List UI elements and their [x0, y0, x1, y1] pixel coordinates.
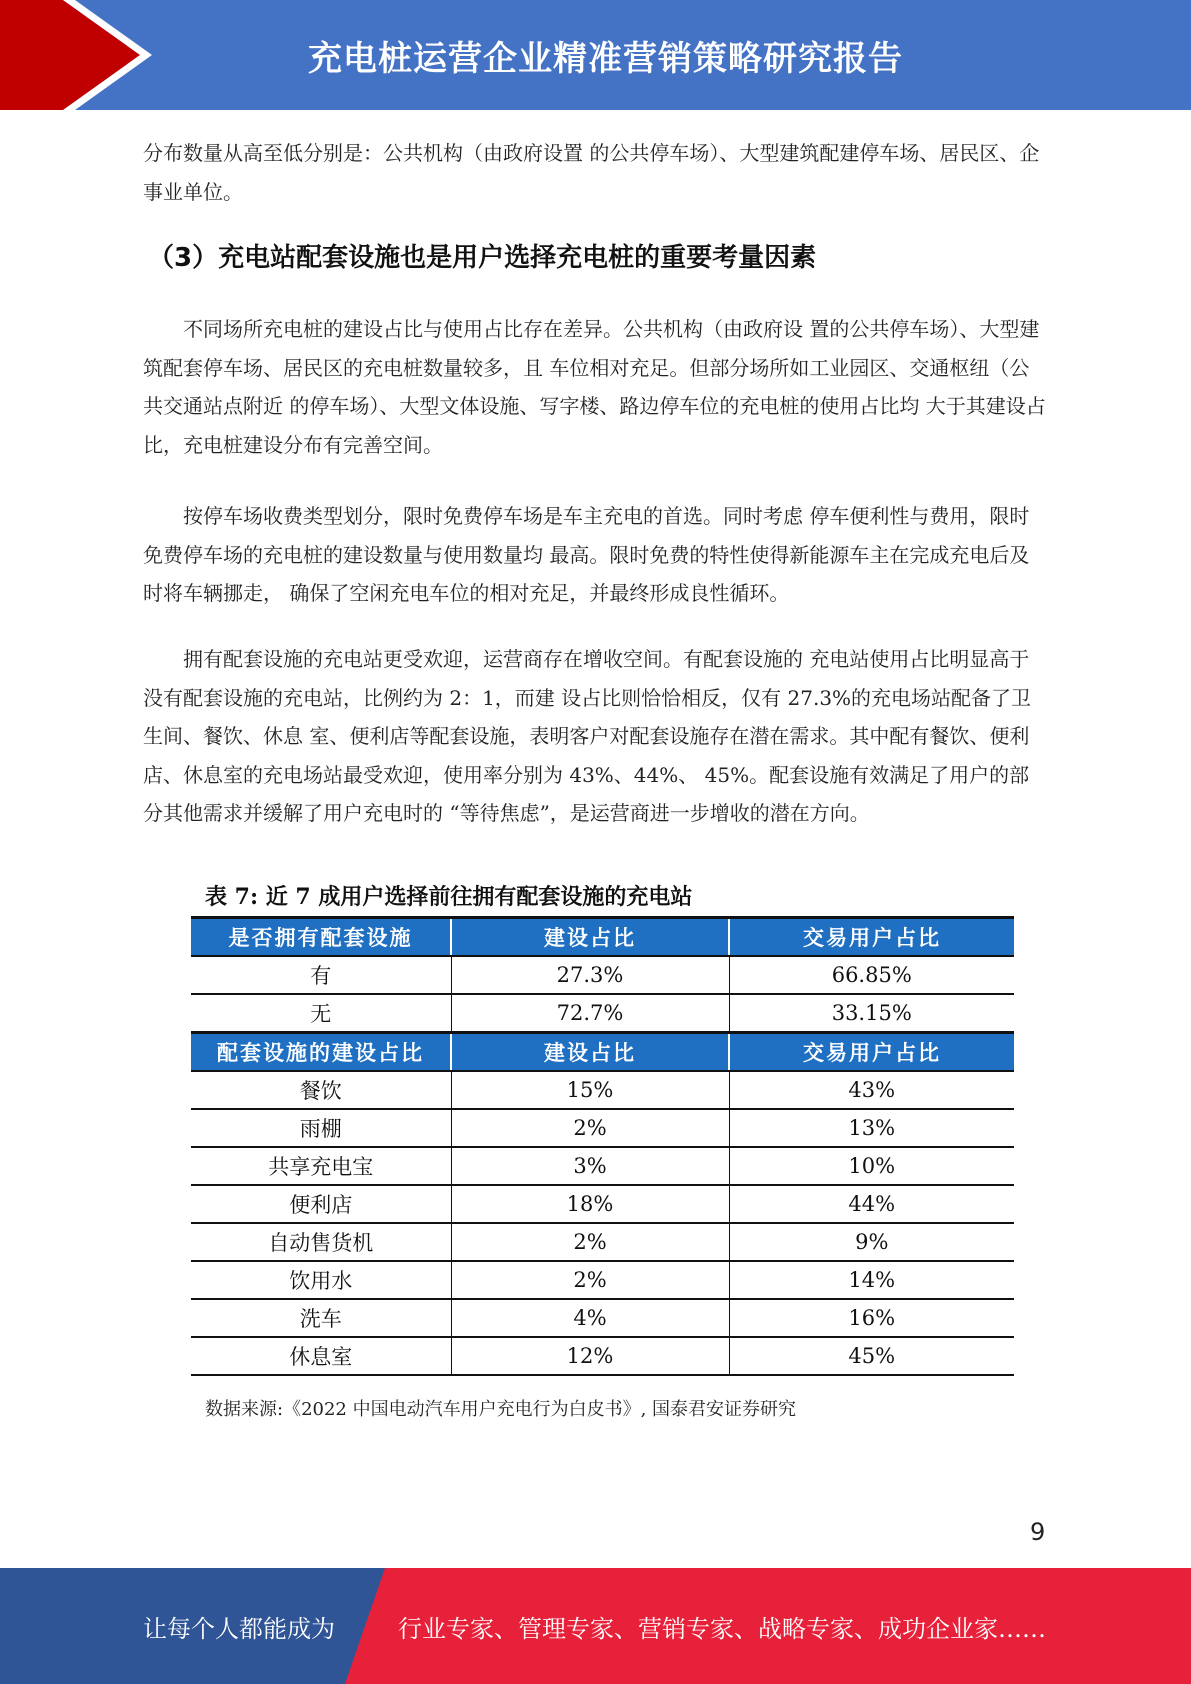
header-cell: 配套设施的建设占比: [191, 1033, 451, 1072]
header-cell: 交易用户占比: [729, 1033, 1014, 1072]
table-cell: 有: [191, 956, 451, 994]
table-title: 表 7: 近 7 成用户选择前往拥有配套设施的充电站: [205, 884, 693, 910]
page-number: 9: [1030, 1518, 1046, 1546]
footer-slogan-left: 让每个人都能成为: [143, 1614, 335, 1643]
table-row: [191, 1185, 1014, 1223]
table-cell: 18%: [451, 1185, 729, 1223]
table-cell: 便利店: [191, 1185, 451, 1223]
table-cell: 4%: [451, 1299, 729, 1337]
table-row: [191, 956, 1014, 994]
table-cell: 27.3%: [451, 956, 729, 994]
table-cell: 12%: [451, 1337, 729, 1375]
table-cell: 雨棚: [191, 1109, 451, 1147]
table-cell: 15%: [451, 1071, 729, 1109]
table-row: [191, 1223, 1014, 1261]
paragraph-distribution: 分布数量从高至低分别是：公共机构（由政府设置 的公共停车场）、大型建筑配建停车场、居民区、企事业单位。: [143, 141, 1040, 204]
paragraph-facilities: 拥有配套设施的充电站更受欢迎，运营商存在增收空间。有配套设施的 充电站使用占比明显高于没有配套设施的充电站，比例约为 2：1，而建 设占比则恰恰相反，仅有 27.3%的充电场站配备了卫生间、餐饮、休息 室、便利店等配套设施，表明客户对配套设施存在潜在需求。其中配有餐饮、便利店、休息室的充电场站最受欢迎，使用率分别为 43%、44%、 45%。配套设施有效满足了用户的部分其他需求并缓解了用户充电时的 “等待焦虑”，是运营商进一步增收的潜在方向。: [143, 647, 1032, 825]
table-cell: 饮用水: [191, 1261, 451, 1299]
table-header-row: [191, 918, 1014, 957]
table-cell: 66.85%: [729, 956, 1014, 994]
table-cell: 16%: [729, 1299, 1014, 1337]
table-row: [191, 1109, 1014, 1147]
paragraph-parking-fee: 按停车场收费类型划分，限时免费停车场是车主充电的首选。同时考虑 停车便利性与费用，限时免费停车场的充电桩的建设数量与使用数量均 最高。限时免费的特性使得新能源车主在完成充电后及时将车辆挪走， 确保了空闲充电车位的相对充足，并最终形成良性循环。: [143, 504, 1030, 605]
table-cell: 无: [191, 994, 451, 1033]
table-cell: 14%: [729, 1261, 1014, 1299]
table-cell: 9%: [729, 1223, 1014, 1261]
table-cell: 休息室: [191, 1337, 451, 1375]
table-cell: 2%: [451, 1223, 729, 1261]
paragraph-usage-difference: 不同场所充电桩的建设占比与使用占比存在差异。公共机构（由政府设 置的公共停车场）、大型建筑配套停车场、居民区的充电桩数量较多，且 车位相对充足。但部分场所如工业园区、交通枢纽（公共交通站点附近 的停车场）、大型文体设施、写字楼、路边停车位的充电桩的使用占比均 大于其建设占比，充电桩建设分布有完善空间。: [143, 317, 1046, 457]
table-cell: 33.15%: [729, 994, 1014, 1033]
table-row: [191, 1337, 1014, 1375]
table-cell: 2%: [451, 1261, 729, 1299]
section-heading: （3）充电站配套设施也是用户选择充电桩的重要考量因素: [148, 243, 817, 273]
table-cell: 72.7%: [451, 994, 729, 1033]
header-cell: 建设占比: [451, 1033, 729, 1072]
table-cell: 44%: [729, 1185, 1014, 1223]
table-cell: 2%: [451, 1109, 729, 1147]
table-cell: 3%: [451, 1147, 729, 1185]
table-cell: 餐饮: [191, 1071, 451, 1109]
table-row: [191, 1071, 1014, 1109]
table-cell: 10%: [729, 1147, 1014, 1185]
table-row: [191, 1261, 1014, 1299]
report-title: 充电桩运营企业精准营销策略研究报告: [308, 38, 903, 79]
table-row: [191, 1299, 1014, 1337]
table-cell: 43%: [729, 1071, 1014, 1109]
table-cell: 自动售货机: [191, 1223, 451, 1261]
facilities-table-wrapper: [191, 916, 1014, 1376]
header-cell: 建设占比: [451, 918, 729, 957]
page-footer: [0, 1568, 1191, 1684]
table-source-note: 数据来源:《2022 中国电动汽车用户充电行为白皮书》, 国泰君安证券研究: [205, 1399, 797, 1420]
table-cell: 45%: [729, 1337, 1014, 1375]
header-cell: 是否拥有配套设施: [191, 918, 451, 957]
facilities-table: [191, 916, 1014, 1376]
footer-slogan-right: 行业专家、管理专家、营销专家、战略专家、成功企业家……: [398, 1614, 1046, 1643]
table-cell: 洗车: [191, 1299, 451, 1337]
table-cell: 13%: [729, 1109, 1014, 1147]
table-cell: 共享充电宝: [191, 1147, 451, 1185]
header-cell: 交易用户占比: [729, 918, 1014, 957]
table-row: [191, 994, 1014, 1033]
table-header-row: [191, 1033, 1014, 1072]
table-row: [191, 1147, 1014, 1185]
page-header: [0, 0, 1191, 110]
